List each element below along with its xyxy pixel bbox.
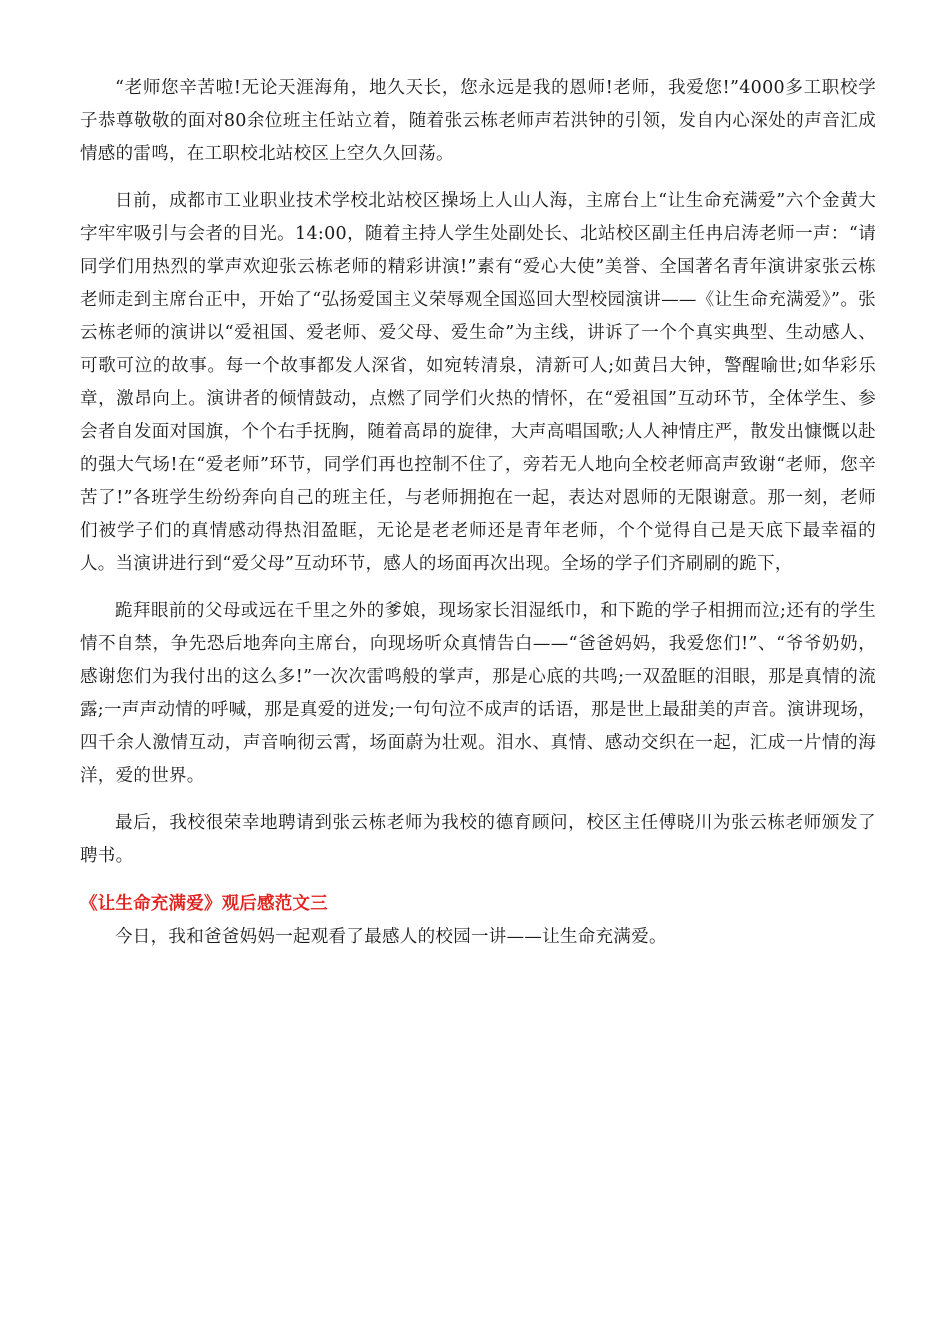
- section-paragraph: 今日，我和爸爸妈妈一起观看了最感人的校园一讲——让生命充满爱。: [115, 927, 667, 947]
- paragraph-parents-segment: 跪拜眼前的父母或远在千里之外的爹娘，现场家长泪湿纸巾，和下跪的学子相拥而泣;还有的学生情不自禁，争先恐后地奔向主席台，向现场听众真情告白——“爸爸妈妈，我爱您们!”、“爷爷奶奶，感谢您们为我付出的这么多!”一次次雷鸣般的掌声，那是心底的共鸣;一双盈眶的泪眼，那是真情的流露;一声声动情的呼喊，那是真爱的迸发;一句句泣不成声的话语，那是世上最甜美的声音。演讲现场，四千余人激情互动，声音响彻云霄，场面蔚为壮观。泪水、真情、感动交织在一起，汇成一片情的海洋，爱的世界。: [80, 601, 876, 786]
- paragraph-closing: 最后，我校很荣幸地聘请到张云栋老师为我校的德育顾问，校区主任傅晓川为张云栋老师颁发了聘书。: [80, 813, 876, 866]
- paragraph-opening: “老师您辛苦啦!无论天涯海角，地久天长，您永远是我的恩师!老师，我爱您!”4000多工职校学子恭尊敬敬的面对80余位班主任站立着，随着张云栋老师声若洪钟的引领，发自内心深处的声音汇成情感的雷鸣，在工职校北站校区上空久久回荡。: [80, 78, 876, 164]
- document-page: [80, 72, 876, 954]
- section-heading: 《让生命充满爱》观后感范文三: [80, 894, 328, 914]
- paragraph-event-description: 日前，成都市工业职业技术学校北站校区操场上人山人海，主席台上“让生命充满爱”六个金黄大字牢牢吸引与会者的目光。14:00，随着主持人学生处副处长、北站校区副主任冉启涛老师一声：“请同学们用热烈的掌声欢迎张云栋老师的精彩讲演!”素有“爱心大使”美誉、全国著名青年演讲家张云栋老师走到主席台正中，开始了“弘扬爱国主义荣辱观全国巡回大型校园演讲——《让生命充满爱》”。张云栋老师的演讲以“爱祖国、爱老师、爱父母、爱生命”为主线，讲诉了一个个真实典型、生动感人、可歌可泣的故事。每一个故事都发人深省，如宛转清泉，清新可人;如黄吕大钟，警醒喻世;如华彩乐章，激昂向上。演讲者的倾情鼓动，点燃了同学们火热的情怀，在“爱祖国”互动环节，全体学生、参会者自发面对国旗，个个右手抚胸，随着高昂的旋律，大声高唱国歌;人人神情庄严，散发出慷慨以赴的强大气场!在“爱老师”环节，同学们再也控制不住了，旁若无人地向全校老师高声致谢“老师，您辛苦了!”各班学生纷纷奔向自己的班主任，与老师拥抱在一起，表达对恩师的无限谢意。那一刻，老师们被学子们的真情感动得热泪盈眶，无论是老老师还是青年老师，个个觉得自己是天底下最幸福的人。当演讲进行到“爱父母”互动环节，感人的场面再次出现。全场的学子们齐刷刷的跪下，: [80, 191, 876, 574]
